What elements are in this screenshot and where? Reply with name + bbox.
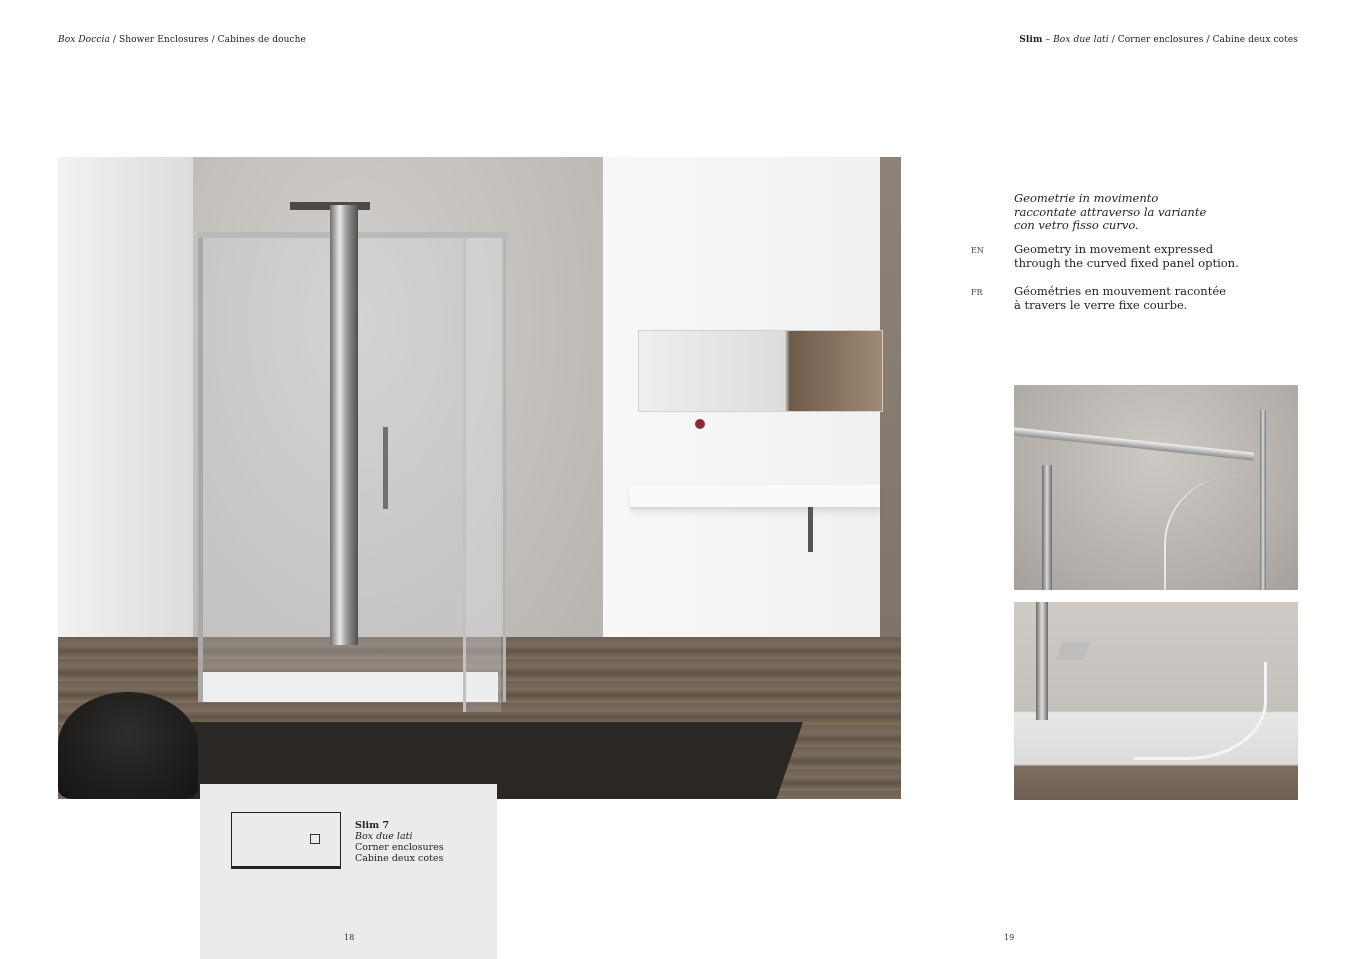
description-it: [1014, 192, 1206, 233]
detail-photo-bottom: [1014, 602, 1298, 800]
detail-post: [1042, 465, 1052, 590]
photo-side-glass: [463, 232, 501, 712]
header-right-sep: –: [1042, 35, 1054, 45]
desc-it-line: raccontate attraverso la variante: [1014, 204, 1207, 219]
lang-label-en: EN: [971, 246, 984, 255]
desc-it-line: con vetro fisso curvo.: [1014, 218, 1139, 232]
desc-en-line: through the curved fixed panel option.: [1014, 255, 1239, 270]
photo-wall-left: [58, 157, 193, 707]
photo-washbasin: [630, 485, 880, 509]
header-right-bold: Slim: [1019, 35, 1043, 45]
spec-name: Slim 7: [355, 820, 390, 831]
spec-en: Corner enclosures: [355, 842, 444, 853]
page-number-right: 19: [1004, 933, 1015, 942]
header-left-italic: Box Doccia: [58, 35, 110, 45]
header-left-rest: / Shower Enclosures / Cabines de douche: [109, 35, 306, 45]
photo-shower-column: [330, 205, 358, 645]
desc-fr-line: Géométries en mouvement racontée: [1014, 284, 1226, 298]
desc-it-line: Geometrie in movimento: [1014, 191, 1159, 205]
header-right-italic: Box due lati: [1053, 35, 1109, 45]
header-right: [1019, 35, 1298, 45]
photo-basin-drain: [808, 507, 813, 552]
page-number-left: 18: [344, 933, 355, 942]
floor-plan-icon: [231, 812, 341, 869]
detail-drain: [1056, 642, 1091, 660]
detail-curved-glass: [1164, 475, 1286, 590]
plan-tray-icon: [310, 834, 320, 844]
detail-bottom-post: [1036, 602, 1048, 720]
header-right-rest: / Corner enclosures / Cabine deux cotes: [1108, 35, 1298, 45]
detail-photo-top: [1014, 385, 1298, 590]
photo-pouf: [58, 692, 198, 799]
description-fr: [1014, 285, 1226, 312]
photo-door-handle: [383, 427, 388, 509]
spec-text: [355, 820, 444, 864]
photo-mirror: [638, 330, 883, 412]
header-left: [58, 35, 306, 45]
desc-fr-line: à travers le verre fixe courbe.: [1014, 297, 1188, 312]
detail-tray-curve: [1134, 662, 1267, 760]
spec-fr: Cabine deux cotes: [355, 853, 444, 864]
lang-label-fr: FR: [971, 288, 983, 297]
description-en: [1014, 243, 1239, 270]
main-bathroom-photo: [58, 157, 901, 799]
desc-en-line: Geometry in movement expressed: [1014, 242, 1214, 256]
detail-top-bar: [1014, 427, 1254, 460]
photo-flower: [695, 419, 705, 429]
spec-it: Box due lati: [355, 831, 413, 842]
